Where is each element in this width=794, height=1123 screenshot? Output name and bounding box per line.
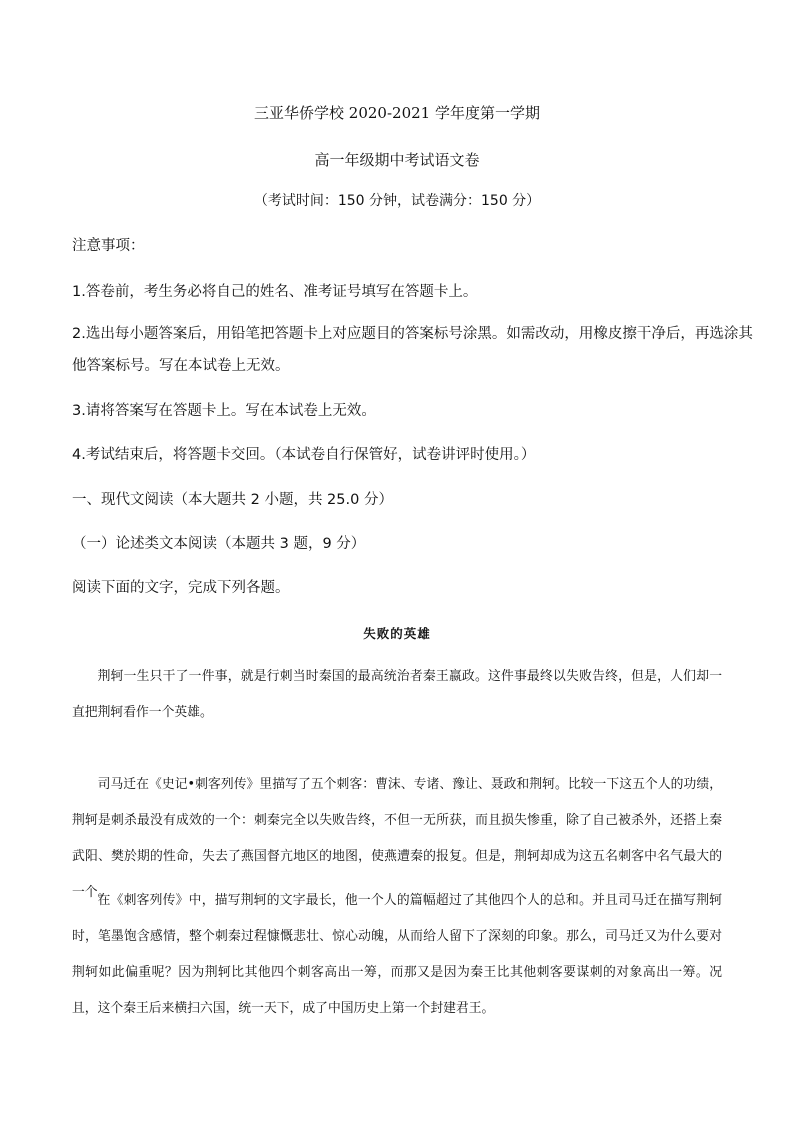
note-item-4: 4.考试结束后，将答题卡交回。（本试卷自行保管好，试卷讲评时使用。） [72,447,536,463]
notes-heading: 注意事项： [72,238,145,254]
exam-title: 高一年级期中考试语文卷 [314,151,480,169]
note-item-1: 1.答卷前，考生务必将自己的姓名、准考证号填写在答题卡上。 [72,284,478,300]
note-item-3: 3.请将答案写在答题卡上。写在本试卷上无效。 [72,403,376,419]
part-one-heading: 一、现代文阅读（本大题共 2 小题，共 25.0 分） [72,492,393,508]
article-paragraph-2: 司马迁在《史记•刺客列传》里描写了五个刺客：曹沫、专诸、豫让、聂政和荆轲。比较一下这五个人的功绩，荆轲是刺杀最没有成效的一个：刺秦完全以失败告终，不但一无所获，而且损失惨重，除了自己被杀外，还搭上秦武阳、樊於期的性命，失去了燕国督亢地区的地图，使燕遭秦的报复。但是，荆轲却成为这五名刺客中名气最大的一个。 [72,777,722,900]
article-paragraph-3: 在《刺客列传》中，描写荆轲的文字最长，他一个人的篇幅超过了其他四个人的总和。并且司马迁在描写荆轲时，笔墨饱含感情，整个刺秦过程慷慨悲壮、惊心动魄，从而给人留下了深刻的印象。那么，司马迁又为什么要对荆轲如此偏重呢？因为荆轲比其他四个刺客高出一筹，而那又是因为秦王比其他刺客要谋刺的对象高出一筹。况且，这个秦王后来横扫六国，统一天下，成了中国历史上第一个封建君王。 [72,893,722,1016]
school-title: 三亚华侨学校 2020-2021 学年度第一学期 [254,104,540,122]
exam-info: （考试时间：150 分钟，试卷满分：150 分） [253,193,541,209]
reading-instruction: 阅读下面的文字，完成下列各题。 [72,580,290,596]
article-title: 失败的英雄 [363,626,431,641]
note-item-2-line-2: 他答案标号。写在本试卷上无效。 [72,358,290,374]
sub-section-heading: （一）论述类文本阅读（本题共 3 题，9 分） [72,536,366,552]
article-paragraph-1: 荆轲一生只干了一件事，就是行刺当时秦国的最高统治者秦王嬴政。这件事最终以失败告终，但是，人们却一直把荆轲看作一个英雄。 [72,669,722,720]
note-item-2-line-1: 2.选出每小题答案后，用铅笔把答题卡上对应题目的答案标号涂黑。如需改动，用橡皮擦干净后，再选涂其 [72,326,753,342]
